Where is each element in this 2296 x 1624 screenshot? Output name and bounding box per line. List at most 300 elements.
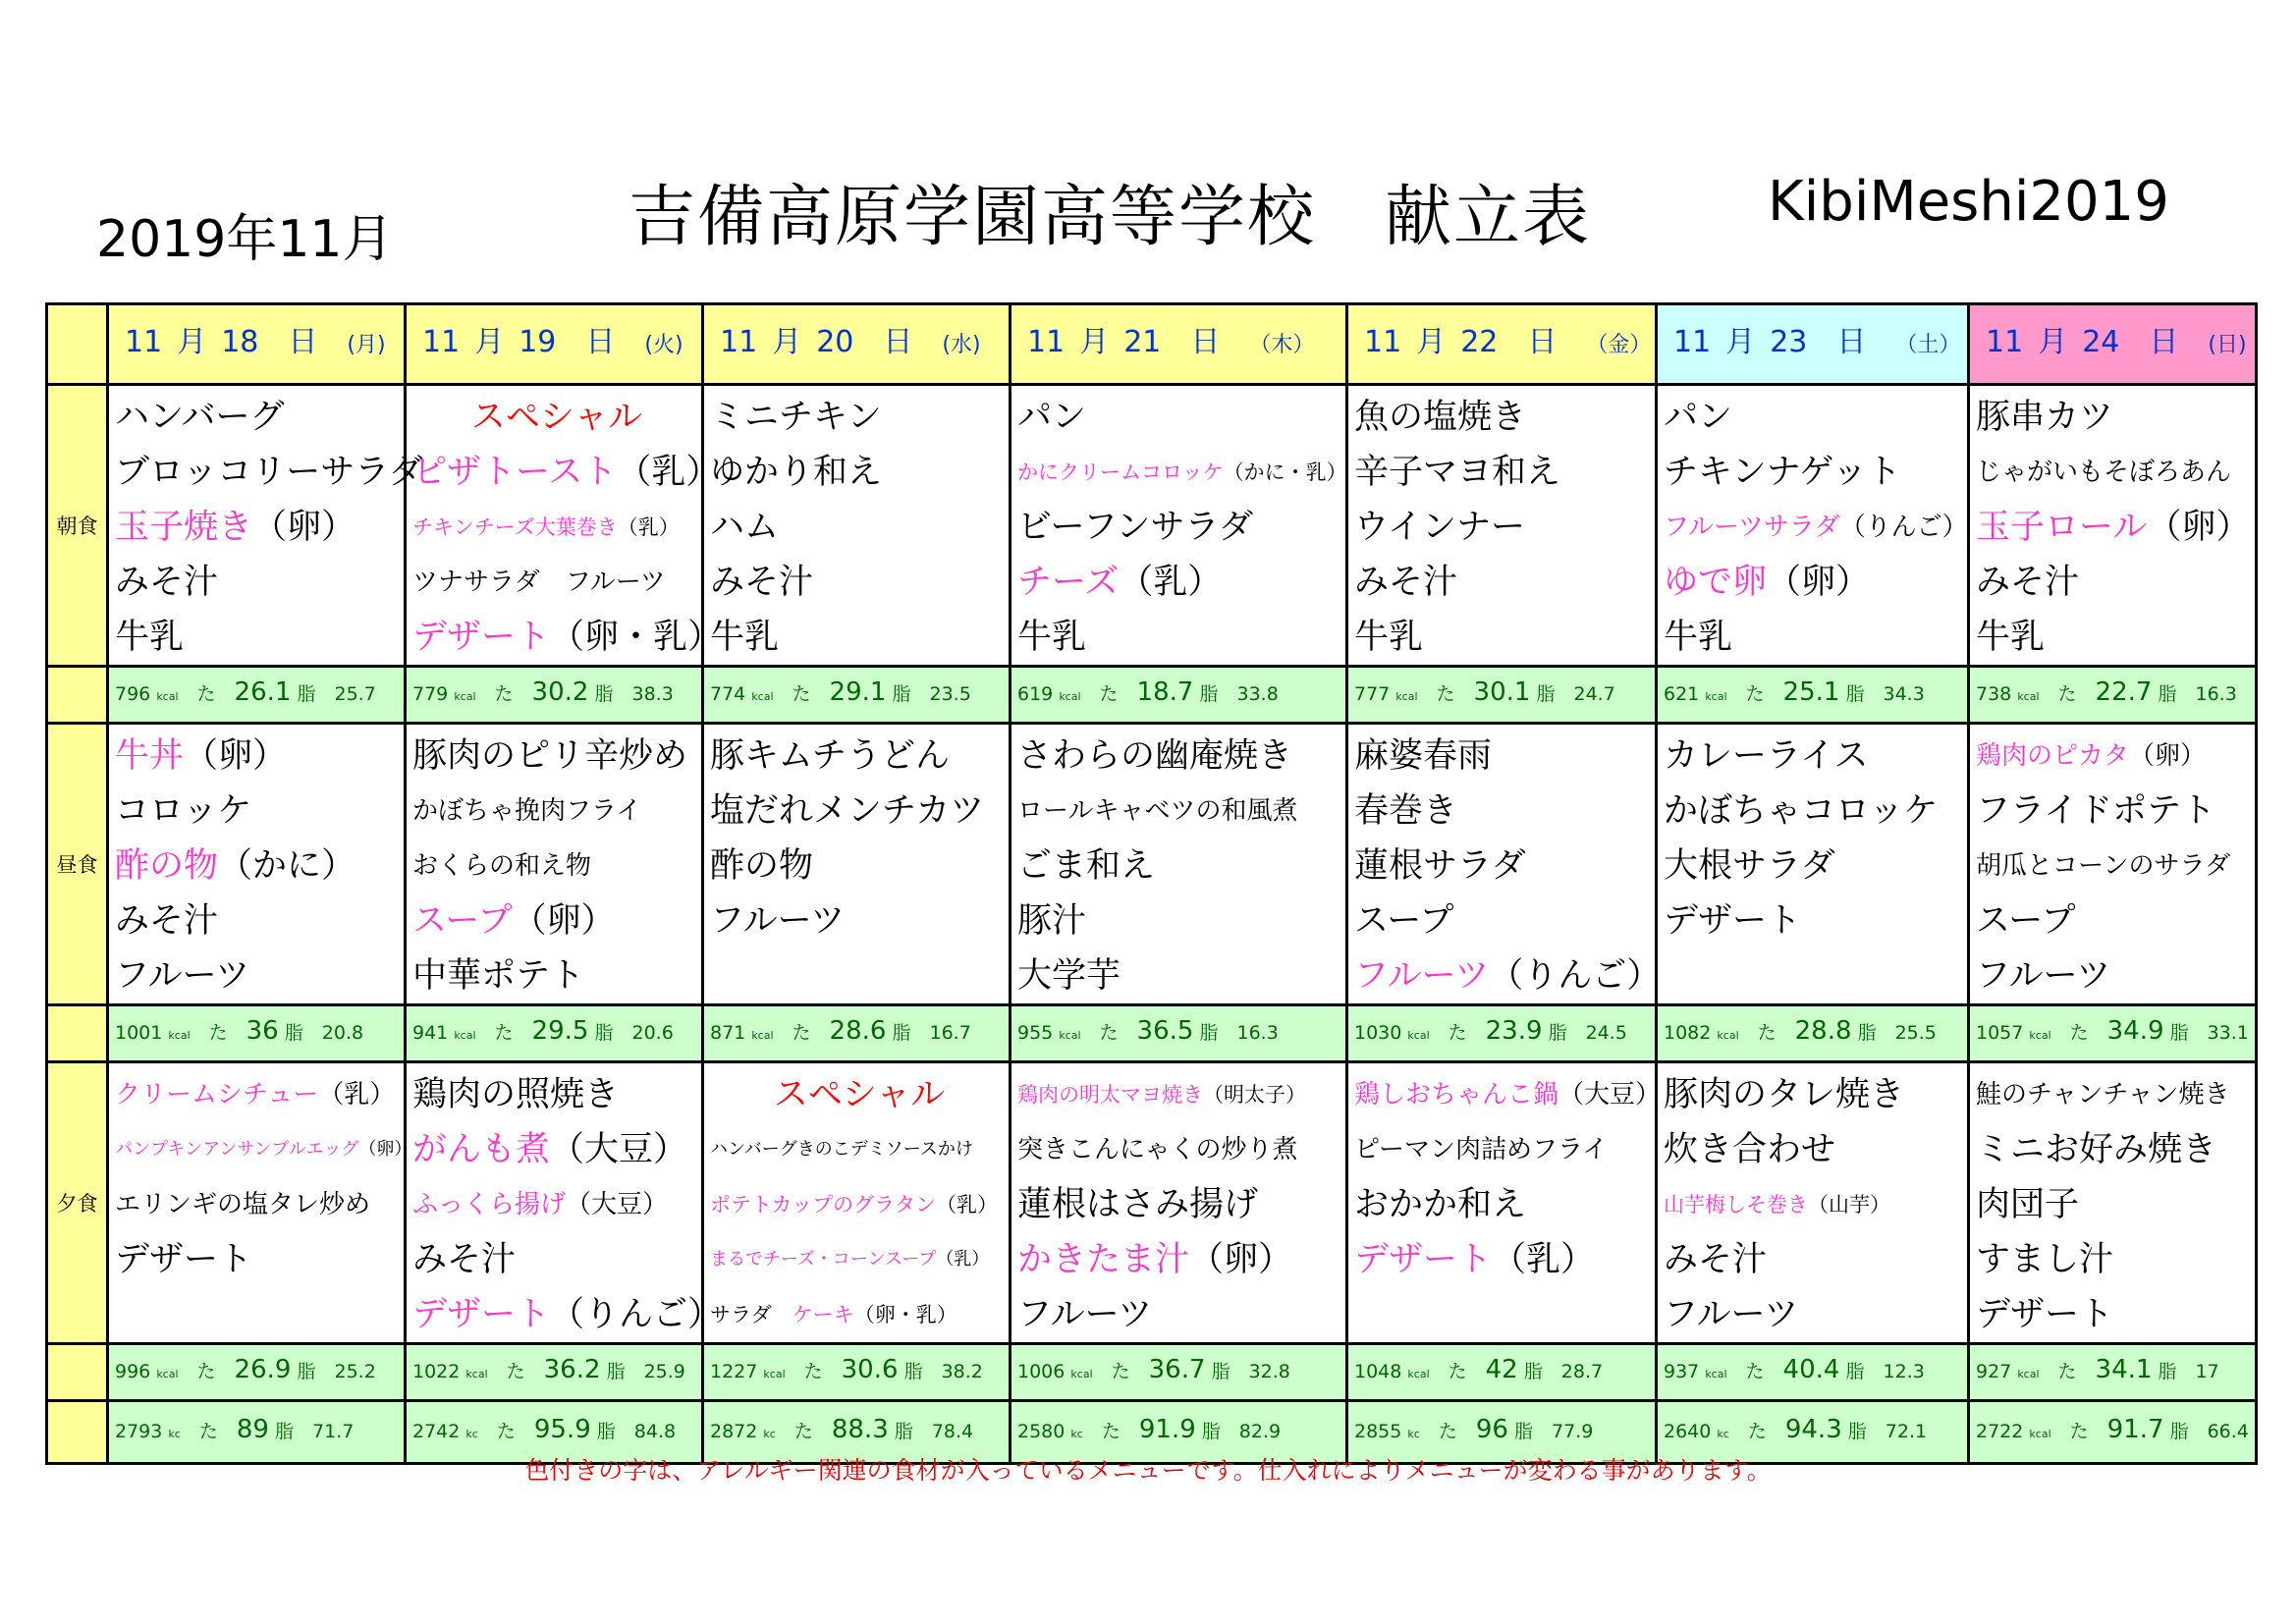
menu-item-text: さわらの幽庵焼き	[1017, 736, 1293, 776]
menu-item	[115, 948, 404, 1003]
meal-label-cell	[47, 1062, 108, 1344]
menu-cell	[1969, 724, 2257, 1005]
fat-value: 38.2	[941, 1361, 983, 1382]
protein-label: た	[792, 1022, 811, 1044]
kcal-unit: kcal	[156, 1368, 179, 1380]
menu-item-text: （乳）	[617, 453, 721, 492]
nutrition-row	[47, 1344, 2257, 1401]
kcal-unit: kcal	[465, 1368, 488, 1380]
menu-item	[1017, 1067, 1345, 1122]
allergen-item-text: スペシャル	[470, 398, 643, 437]
menu-item	[1664, 729, 1967, 784]
kcal-unit: kcal	[2029, 1428, 2051, 1440]
menu-item	[115, 445, 423, 500]
menu-cell	[108, 385, 423, 667]
menu-item	[1354, 610, 1655, 665]
day-num: 21	[1123, 325, 1162, 359]
menu-item-text: パン	[1017, 398, 1087, 437]
menu-item	[1017, 390, 1345, 445]
menu-item	[1017, 948, 1345, 1003]
menu-item-text: みそ汁	[1354, 563, 1458, 602]
menu-item-text: ブロッコリーサラダ	[115, 453, 423, 492]
menu-item-text: （山芋）	[1808, 1193, 1890, 1217]
menu-item-text: （卵）	[358, 1139, 412, 1160]
menu-item-text: 春巻き	[1354, 791, 1458, 831]
fat-value: 16.3	[1236, 1022, 1279, 1044]
allergen-item-text: ゆで卵	[1664, 563, 1768, 602]
day-num: 23	[1770, 325, 1808, 359]
fat-label: 脂	[892, 683, 911, 705]
menu-item-text: （大豆）	[566, 1190, 669, 1219]
kcal-value: 1082	[1664, 1022, 1712, 1044]
protein-value: 30.1	[1473, 677, 1531, 707]
menu-item	[115, 1122, 412, 1177]
kcal-value: 619	[1017, 683, 1054, 705]
fat-value: 24.7	[1573, 683, 1615, 705]
protein-label: た	[1745, 1361, 1765, 1382]
kcal-value: 774	[710, 683, 746, 705]
menu-item-text: 蓮根サラダ	[1354, 846, 1526, 886]
protein-value: 25.1	[1782, 677, 1840, 707]
allergen-item-text: パンプキンアンサンブルエッグ	[115, 1139, 359, 1160]
menu-items	[1658, 386, 1967, 665]
nutrition-cell	[1011, 667, 1347, 724]
protein-label: た	[506, 1361, 525, 1382]
menu-cell	[1011, 724, 1347, 1005]
menu-cell	[108, 724, 406, 1005]
menu-cell	[703, 724, 1011, 1005]
menu-item-text: ウインナー	[1354, 508, 1525, 547]
protein-label: た	[494, 683, 514, 705]
menu-item	[1354, 555, 1655, 610]
menu-item-text: （卵）	[2147, 508, 2251, 547]
menu-item-text: 中華ポテト	[412, 956, 585, 996]
day-unit: 日	[288, 325, 318, 359]
menu-item-text: 突きこんにゃくの炒り煮	[1017, 1135, 1298, 1164]
nutrition-values	[1011, 1345, 1345, 1399]
kcal-unit: kcal	[751, 690, 774, 703]
menu-item	[1976, 445, 2255, 500]
protein-value: 30.2	[531, 677, 589, 707]
kcal-unit: kcal	[1407, 1029, 1430, 1042]
date-header-row	[47, 304, 2257, 385]
protein-label: た	[1438, 1421, 1457, 1442]
nutrition-values	[1970, 668, 2255, 722]
kcal-value: 777	[1354, 683, 1391, 705]
day-header-cell	[1347, 304, 1657, 385]
meal-row	[47, 724, 2257, 1005]
menu-item-text: ビーフンサラダ	[1017, 508, 1254, 547]
menu-item	[1664, 390, 1967, 445]
allergen-item-text: スープ	[412, 901, 513, 941]
kcal-value: 1227	[710, 1361, 758, 1382]
allergen-item-text: 鶏肉の明太マヨ焼き	[1017, 1083, 1203, 1107]
kcal-value: 796	[115, 683, 151, 705]
total-fat-value: 78.4	[931, 1421, 974, 1442]
menu-item-text: 豚汁	[1017, 901, 1087, 941]
fat-label: 脂	[594, 1022, 614, 1044]
protein-label: た	[2069, 1421, 2089, 1442]
protein-value: 23.9	[1485, 1016, 1543, 1046]
meal-label-cell	[47, 724, 108, 1005]
kcal-unit: kcal	[751, 1029, 774, 1042]
menu-item-text: 牛乳	[1354, 618, 1424, 657]
meal-row	[47, 385, 2257, 667]
fat-label: 脂	[892, 1022, 911, 1044]
menu-item-text: カレーライス	[1664, 736, 1869, 776]
menu-item	[710, 610, 1009, 665]
protein-label: た	[198, 1421, 218, 1442]
fat-value: 17	[2195, 1361, 2219, 1382]
month-num: 11	[1673, 325, 1712, 359]
total-fat-value: 72.1	[1885, 1421, 1928, 1442]
menu-item-text: （りんご）	[1489, 956, 1662, 996]
fat-value: 20.8	[321, 1022, 364, 1044]
menu-item	[1976, 729, 2255, 784]
kcal-unit: kcal	[1070, 1368, 1093, 1380]
menu-item-text: （卵）	[1189, 1240, 1293, 1279]
menu-item	[1976, 1287, 2255, 1342]
protein-label: た	[2057, 1361, 2077, 1382]
menu-item	[412, 610, 723, 665]
menu-item-text: フルーツ	[1664, 1295, 1799, 1334]
menu-item	[1354, 1232, 1655, 1287]
nutrition-cell	[703, 667, 1011, 724]
menu-item	[1354, 729, 1655, 784]
day-header-cell	[1657, 304, 1969, 385]
menu-item-text: （りんご）	[550, 1295, 723, 1334]
menu-item-text: 肉団子	[1976, 1185, 2080, 1224]
menu-items	[704, 725, 1009, 1003]
weekday-label: (日)	[2208, 333, 2247, 357]
menu-item-text: フルーツ	[1017, 1295, 1153, 1334]
menu-items	[1011, 725, 1345, 1003]
menu-item-text: ハンバーグ	[115, 398, 285, 437]
menu-item-text: （乳）	[318, 1080, 396, 1110]
menu-item-text: （明太子）	[1203, 1083, 1306, 1107]
menu-item-text: （卵）	[2129, 741, 2207, 771]
protein-label: た	[793, 1421, 813, 1442]
nutrition-cell	[1657, 1005, 1969, 1062]
menu-item	[1354, 1287, 1655, 1342]
meal-name: 夕食	[56, 1192, 98, 1216]
menu-item-text: ゆかり和え	[710, 453, 883, 492]
kcal-value: 621	[1664, 683, 1700, 705]
menu-item	[1354, 390, 1655, 445]
fat-label: 脂	[903, 1361, 923, 1382]
total-protein-value: 91.9	[1138, 1415, 1196, 1444]
kcal-value: 1022	[412, 1361, 461, 1382]
fat-value: 24.5	[1585, 1022, 1627, 1044]
menu-item	[1354, 839, 1655, 893]
nutrition-label-cell	[47, 1344, 108, 1401]
menu-item-text: （かに）	[218, 846, 356, 886]
fat-value: 16.3	[2195, 683, 2237, 705]
day-num: 20	[816, 325, 854, 359]
menu-item-text: コロッケ	[115, 791, 252, 831]
menu-item-text: かぼちゃコロッケ	[1664, 791, 1939, 831]
menu-items	[407, 725, 701, 1003]
fat-value: 38.3	[631, 683, 674, 705]
allergen-item-text: 玉子焼き	[115, 508, 253, 547]
protein-label: た	[196, 1361, 216, 1382]
menu-item-text: ツナサラダ フルーツ	[412, 568, 666, 597]
month-unit: 月	[1079, 325, 1110, 359]
kcal-value: 738	[1976, 683, 2012, 705]
total-protein-value: 88.3	[831, 1415, 889, 1444]
menu-cell	[703, 385, 1011, 667]
nutrition-values	[704, 668, 1009, 722]
menu-item-text: （乳）	[617, 515, 680, 539]
menu-item-text: スープ	[1354, 901, 1454, 941]
kcal-unit: kcal	[1395, 690, 1418, 703]
menu-item	[115, 893, 404, 948]
fat-value: 34.3	[1883, 683, 1925, 705]
menu-cell	[1969, 385, 2257, 667]
fat-value: 33.1	[2207, 1022, 2249, 1044]
allergen-note: 色付きの字は、アレルギー関連の食材が入っているメニューです。仕入れによりメニューが変わる事があります。	[524, 1456, 1772, 1485]
month-num: 11	[125, 325, 163, 359]
nutrition-values	[1658, 1345, 1967, 1399]
fat-label: 脂	[297, 1361, 316, 1382]
menu-item	[1976, 1122, 2255, 1177]
fat-label: 脂	[1211, 1361, 1230, 1382]
nutrition-cell	[406, 667, 703, 724]
weekday-label: (月)	[347, 333, 386, 357]
day-unit: 日	[1836, 325, 1867, 359]
protein-label: た	[2069, 1022, 2089, 1044]
menu-item	[1017, 555, 1345, 610]
menu-items	[109, 725, 404, 1003]
menu-cell	[406, 385, 723, 667]
menu-item	[1017, 1232, 1345, 1287]
fat-value: 12.3	[1883, 1361, 1925, 1382]
menu-items	[1011, 1063, 1345, 1342]
total-kcal-value: 2580	[1017, 1421, 1066, 1442]
kcal-unit: kcal	[2029, 1029, 2051, 1042]
menu-item	[412, 390, 701, 445]
menu-item-text: みそ汁	[412, 1240, 517, 1279]
menu-item	[1976, 839, 2255, 893]
menu-item-text: 大根サラダ	[1664, 846, 1835, 886]
day-header-cell	[406, 304, 703, 385]
nutrition-values	[407, 1345, 701, 1399]
day-label	[109, 305, 404, 383]
menu-item	[710, 1232, 1009, 1287]
kcal-unit: kcal	[1717, 1029, 1739, 1042]
menu-cell	[703, 1062, 1011, 1344]
menu-item	[1664, 1287, 1967, 1342]
nutrition-values	[109, 1006, 404, 1060]
menu-item-text: 牛乳	[1664, 618, 1733, 657]
menu-item-text: みそ汁	[1664, 1240, 1768, 1279]
menu-item-text: （卵）	[252, 508, 356, 547]
menu-item-text: （かに・乳）	[1223, 460, 1347, 484]
fat-label: 脂	[1845, 1361, 1865, 1382]
kcal-unit: kcal	[156, 690, 179, 703]
menu-item	[1354, 445, 1655, 500]
menu-item	[115, 500, 404, 555]
menu-item	[115, 729, 404, 784]
allergen-item-text: スペシャル	[773, 1075, 946, 1114]
nutrition-cell	[1657, 1344, 1969, 1401]
protein-label: た	[1436, 683, 1455, 705]
menu-item-text: ハンバーグきのこデミソースかけ	[710, 1139, 973, 1160]
kcal-value: 955	[1017, 1022, 1054, 1044]
day-num: 24	[2082, 325, 2120, 359]
allergen-item-text: ふっくら揚げ	[412, 1190, 567, 1219]
nutrition-label-cell	[47, 1005, 108, 1062]
menu-item	[412, 893, 701, 948]
menu-item-text: 豚串カツ	[1976, 398, 2114, 437]
protein-label: た	[208, 1022, 228, 1044]
fat-label: 脂	[2158, 683, 2177, 705]
kcal-unit: kcal	[2017, 1368, 2040, 1380]
menu-items	[1348, 386, 1655, 665]
menu-item	[412, 839, 701, 893]
menu-item	[1664, 1067, 1967, 1122]
menu-cell	[1657, 385, 1969, 667]
protein-value: 36.2	[543, 1355, 601, 1384]
menu-item-text: 鮭のチャンチャン焼き	[1976, 1080, 2230, 1110]
menu-item-text: フルーツ	[115, 956, 250, 996]
menu-item	[1354, 784, 1655, 839]
protein-value: 29.1	[829, 677, 887, 707]
menu-item	[1017, 893, 1345, 948]
menu-cell	[406, 724, 703, 1005]
fat-label: 脂	[1199, 683, 1219, 705]
nutrition-cell	[1969, 1005, 2257, 1062]
menu-item	[1354, 1122, 1655, 1177]
menu-cell	[1969, 1062, 2257, 1344]
fat-label: 脂	[2169, 1022, 2189, 1044]
menu-item	[1664, 893, 1967, 948]
menu-item	[1017, 784, 1345, 839]
menu-item	[115, 610, 404, 665]
kcal-value: 871	[710, 1022, 746, 1044]
menu-item	[412, 445, 721, 500]
allergen-item-text: デザート	[412, 1295, 551, 1334]
protein-value: 29.5	[531, 1016, 589, 1046]
kcal-unit: kc	[465, 1428, 478, 1440]
kcal-value: 1048	[1354, 1361, 1402, 1382]
menu-item-text: （卵・乳）	[853, 1303, 957, 1326]
menu-item	[710, 839, 1009, 893]
kcal-value: 1001	[115, 1022, 163, 1044]
month-unit: 月	[474, 325, 505, 359]
menu-item	[1354, 1067, 1662, 1122]
kcal-unit: kc	[1407, 1428, 1420, 1440]
protein-value: 18.7	[1136, 677, 1194, 707]
menu-item	[412, 1067, 701, 1122]
nutrition-cell	[1657, 667, 1969, 724]
menu-item-text: チキンナゲット	[1664, 453, 1901, 492]
menu-item	[1664, 1232, 1967, 1287]
nutrition-cell	[406, 1005, 703, 1062]
weekday-label: (水)	[942, 333, 981, 357]
menu-item	[710, 1067, 1009, 1122]
allergen-item-text: かにクリームコロッケ	[1017, 460, 1224, 484]
nutrition-row	[47, 1005, 2257, 1062]
menu-item-text: （卵）	[184, 736, 288, 776]
allergen-item-text: ケーキ	[792, 1303, 854, 1326]
allergen-item-text: 酢の物	[115, 846, 219, 886]
month-num: 11	[1027, 325, 1066, 359]
menu-items	[1348, 725, 1662, 1003]
menu-item	[1354, 500, 1655, 555]
menu-item	[115, 784, 404, 839]
day-unit: 日	[1527, 325, 1558, 359]
menu-item	[710, 948, 1009, 1003]
allergen-item-text: がんも煮	[412, 1130, 551, 1169]
kcal-unit: kcal	[1705, 690, 1727, 703]
kcal-value: 1030	[1354, 1022, 1402, 1044]
fat-label: 脂	[284, 1022, 303, 1044]
menu-item-text: フライドポテト	[1976, 791, 2215, 831]
menu-item	[1664, 610, 1967, 665]
fat-label: 脂	[1523, 1361, 1543, 1382]
nutrition-values	[1658, 1006, 1967, 1060]
page-title: 吉備高原学園高等学校 献立表	[629, 179, 1592, 256]
allergen-item-text: 鶏肉のピカタ	[1976, 741, 2130, 771]
fat-label: 脂	[1201, 1421, 1221, 1442]
fat-value: 25.5	[1894, 1022, 1937, 1044]
kcal-unit: kc	[1717, 1428, 1729, 1440]
allergen-item-text: チーズ	[1017, 563, 1120, 602]
nutrition-values	[1970, 1006, 2255, 1060]
menu-item	[710, 893, 1009, 948]
kcal-value: 779	[412, 683, 449, 705]
nutrition-values	[109, 1345, 404, 1399]
fat-label: 脂	[1199, 1022, 1219, 1044]
menu-item	[1664, 1177, 1967, 1232]
menu-item	[1976, 555, 2255, 610]
kcal-value: 941	[412, 1022, 449, 1044]
menu-item-text: スープ	[1976, 901, 2076, 941]
weekday-label: （木）	[1249, 333, 1315, 357]
menu-item-text: みそ汁	[710, 563, 814, 602]
menu-item	[412, 555, 701, 610]
month-label: 2019年11月	[96, 210, 394, 269]
menu-cell	[1011, 1062, 1347, 1344]
day-label	[1348, 305, 1655, 383]
nutrition-values	[1658, 668, 1967, 722]
weekday-label: （金）	[1586, 333, 1652, 357]
protein-value: 42	[1485, 1355, 1518, 1384]
day-label	[704, 305, 1009, 383]
menu-item-text: ハム	[710, 508, 780, 547]
menu-item-text: ごま和え	[1017, 846, 1156, 886]
kcal-unit: kcal	[1407, 1368, 1430, 1380]
menu-item	[1976, 1177, 2255, 1232]
menu-item-text: デザート	[1976, 1295, 2114, 1334]
allergen-item-text: デザート	[1354, 1240, 1493, 1279]
protein-label: た	[1099, 1022, 1119, 1044]
kcal-unit: kcal	[2017, 690, 2040, 703]
menu-item	[115, 1067, 404, 1122]
protein-value: 40.4	[1782, 1355, 1840, 1384]
menu-item	[115, 390, 404, 445]
fat-value: 33.8	[1236, 683, 1279, 705]
nutrition-cell	[1969, 1344, 2257, 1401]
fat-label: 脂	[274, 1421, 294, 1442]
allergen-item-text: 牛丼	[115, 736, 185, 776]
menu-item	[1664, 500, 1967, 555]
menu-item	[412, 1232, 701, 1287]
menu-item-text: 牛乳	[710, 618, 780, 657]
nutrition-values	[407, 1006, 701, 1060]
nutrition-cell	[108, 1005, 406, 1062]
